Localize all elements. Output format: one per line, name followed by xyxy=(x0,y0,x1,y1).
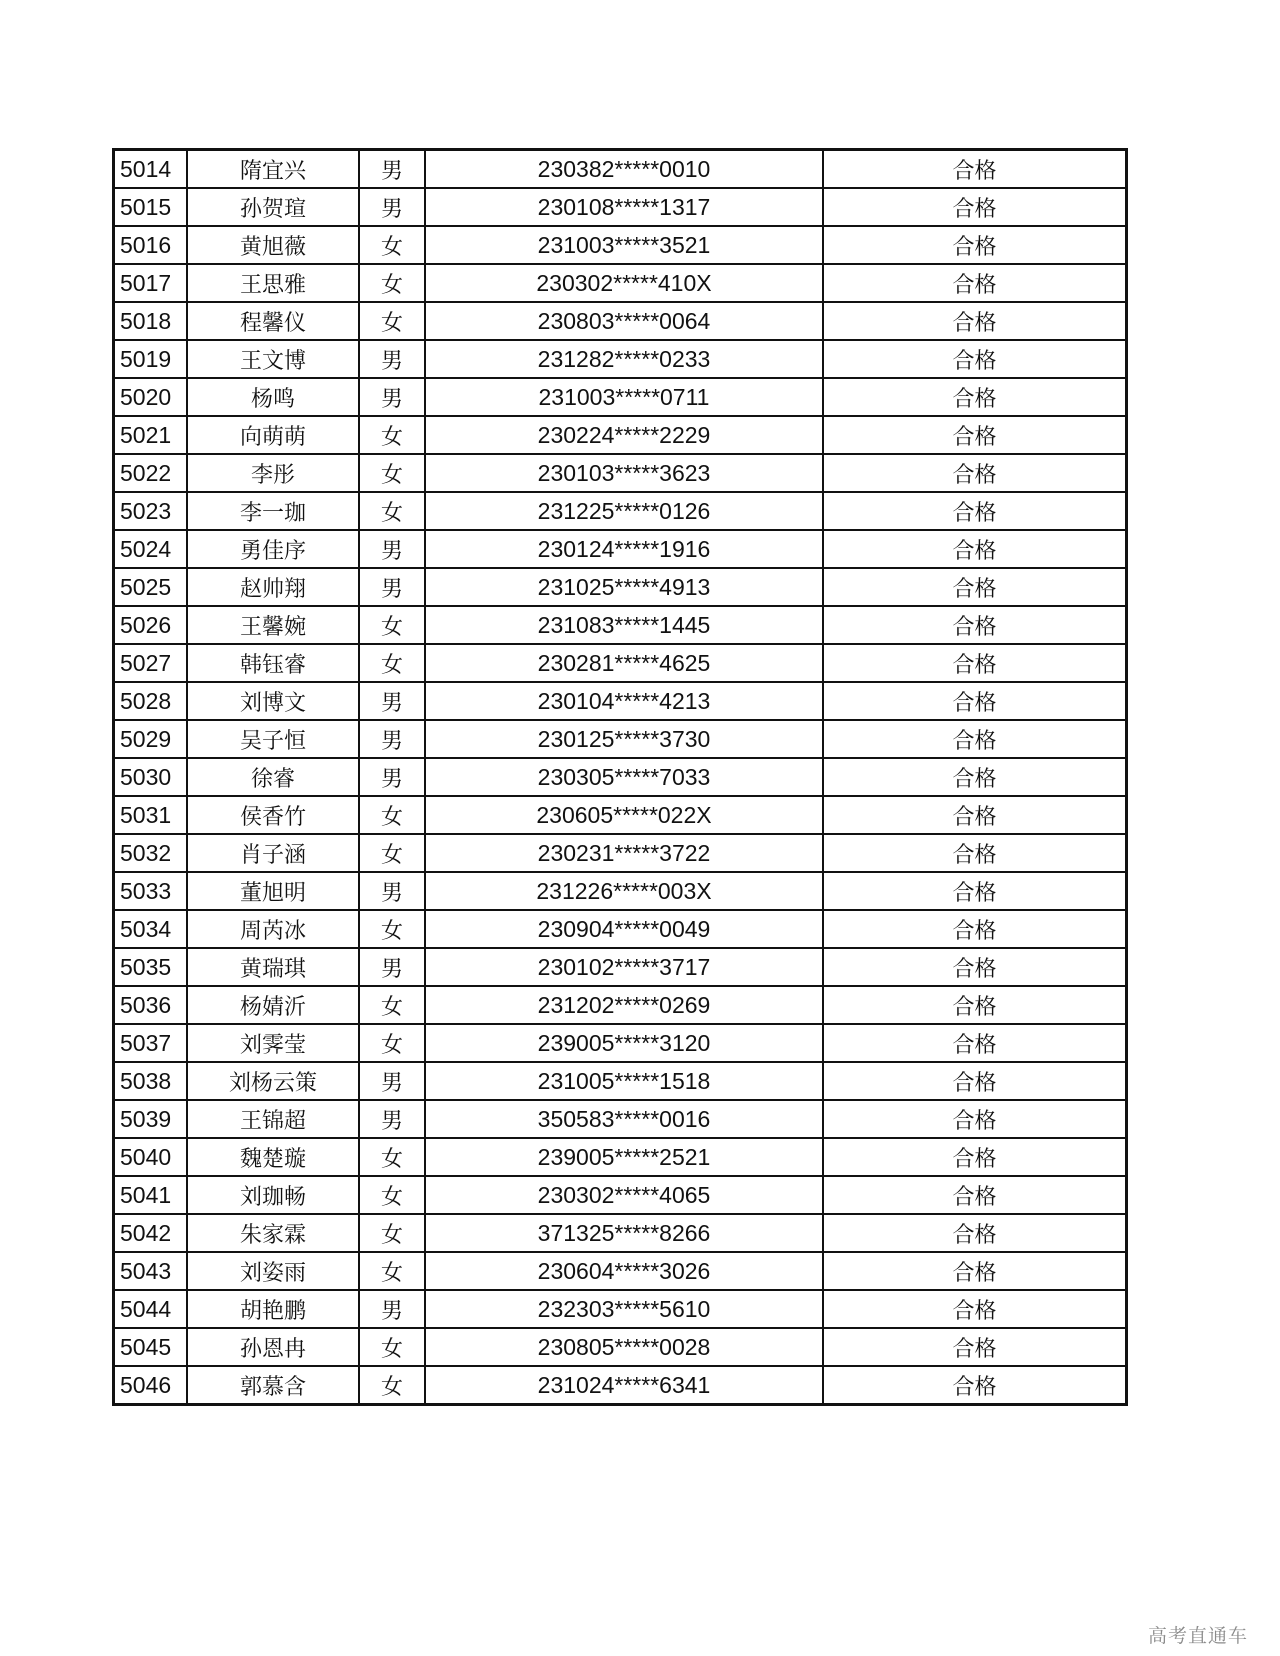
name-cell: 朱家霖 xyxy=(187,1214,359,1252)
gender-cell: 女 xyxy=(359,1328,425,1366)
gender-cell: 男 xyxy=(359,188,425,226)
id-number-cell: 239005*****3120 xyxy=(425,1024,823,1062)
table-row xyxy=(114,986,1127,1024)
gender-cell: 女 xyxy=(359,454,425,492)
table-row xyxy=(114,1214,1127,1252)
serial-number-cell: 5021 xyxy=(114,416,188,454)
id-number-cell: 230604*****3026 xyxy=(425,1252,823,1290)
serial-number-cell: 5023 xyxy=(114,492,188,530)
result-cell: 合格 xyxy=(823,340,1127,378)
result-cell: 合格 xyxy=(823,416,1127,454)
id-number-cell: 231225*****0126 xyxy=(425,492,823,530)
table-row xyxy=(114,606,1127,644)
result-cell: 合格 xyxy=(823,948,1127,986)
roster-table xyxy=(112,148,1128,1406)
gender-cell: 男 xyxy=(359,530,425,568)
id-number-cell: 231003*****3521 xyxy=(425,226,823,264)
name-cell: 刘珈畅 xyxy=(187,1176,359,1214)
serial-number-cell: 5026 xyxy=(114,606,188,644)
id-number-cell: 230231*****3722 xyxy=(425,834,823,872)
result-cell: 合格 xyxy=(823,910,1127,948)
id-number-cell: 231282*****0233 xyxy=(425,340,823,378)
serial-number-cell: 5029 xyxy=(114,720,188,758)
table-row xyxy=(114,644,1127,682)
gender-cell: 女 xyxy=(359,1214,425,1252)
id-number-cell: 231202*****0269 xyxy=(425,986,823,1024)
serial-number-cell: 5041 xyxy=(114,1176,188,1214)
gender-cell: 女 xyxy=(359,302,425,340)
watermark: 高考直通车 xyxy=(1147,1625,1248,1647)
name-cell: 刘杨云策 xyxy=(187,1062,359,1100)
serial-number-cell: 5016 xyxy=(114,226,188,264)
id-number-cell: 239005*****2521 xyxy=(425,1138,823,1176)
name-cell: 孙恩冉 xyxy=(187,1328,359,1366)
name-cell: 韩钰睿 xyxy=(187,644,359,682)
table-row xyxy=(114,682,1127,720)
gender-cell: 女 xyxy=(359,910,425,948)
table-row xyxy=(114,720,1127,758)
gender-cell: 男 xyxy=(359,150,425,189)
result-cell: 合格 xyxy=(823,454,1127,492)
id-number-cell: 230102*****3717 xyxy=(425,948,823,986)
name-cell: 郭慕含 xyxy=(187,1366,359,1405)
table-row xyxy=(114,340,1127,378)
gender-cell: 女 xyxy=(359,606,425,644)
table-row xyxy=(114,150,1127,189)
result-cell: 合格 xyxy=(823,872,1127,910)
result-cell: 合格 xyxy=(823,1214,1127,1252)
serial-number-cell: 5036 xyxy=(114,986,188,1024)
table-row xyxy=(114,1290,1127,1328)
serial-number-cell: 5030 xyxy=(114,758,188,796)
id-number-cell: 232303*****5610 xyxy=(425,1290,823,1328)
table-row xyxy=(114,302,1127,340)
gender-cell: 男 xyxy=(359,1290,425,1328)
gender-cell: 女 xyxy=(359,1176,425,1214)
table-row xyxy=(114,492,1127,530)
gender-cell: 女 xyxy=(359,492,425,530)
id-number-cell: 230224*****2229 xyxy=(425,416,823,454)
table-row xyxy=(114,872,1127,910)
table-row xyxy=(114,1252,1127,1290)
id-number-cell: 230605*****022X xyxy=(425,796,823,834)
id-number-cell: 230305*****7033 xyxy=(425,758,823,796)
gender-cell: 男 xyxy=(359,1100,425,1138)
table-row xyxy=(114,1176,1127,1214)
serial-number-cell: 5019 xyxy=(114,340,188,378)
id-number-cell: 371325*****8266 xyxy=(425,1214,823,1252)
name-cell: 董旭明 xyxy=(187,872,359,910)
name-cell: 李一珈 xyxy=(187,492,359,530)
name-cell: 徐睿 xyxy=(187,758,359,796)
serial-number-cell: 5028 xyxy=(114,682,188,720)
table-row xyxy=(114,264,1127,302)
id-number-cell: 231024*****6341 xyxy=(425,1366,823,1405)
serial-number-cell: 5035 xyxy=(114,948,188,986)
result-cell: 合格 xyxy=(823,720,1127,758)
serial-number-cell: 5015 xyxy=(114,188,188,226)
result-cell: 合格 xyxy=(823,1176,1127,1214)
name-cell: 周芮冰 xyxy=(187,910,359,948)
gender-cell: 女 xyxy=(359,1252,425,1290)
name-cell: 吴子恒 xyxy=(187,720,359,758)
result-cell: 合格 xyxy=(823,378,1127,416)
serial-number-cell: 5034 xyxy=(114,910,188,948)
gender-cell: 男 xyxy=(359,948,425,986)
id-number-cell: 230125*****3730 xyxy=(425,720,823,758)
name-cell: 侯香竹 xyxy=(187,796,359,834)
table-row xyxy=(114,416,1127,454)
result-cell: 合格 xyxy=(823,226,1127,264)
name-cell: 黄瑞琪 xyxy=(187,948,359,986)
table-row xyxy=(114,758,1127,796)
table-row xyxy=(114,1328,1127,1366)
id-number-cell: 230281*****4625 xyxy=(425,644,823,682)
serial-number-cell: 5045 xyxy=(114,1328,188,1366)
serial-number-cell: 5033 xyxy=(114,872,188,910)
name-cell: 王思雅 xyxy=(187,264,359,302)
serial-number-cell: 5027 xyxy=(114,644,188,682)
gender-cell: 男 xyxy=(359,682,425,720)
table-row xyxy=(114,226,1127,264)
serial-number-cell: 5043 xyxy=(114,1252,188,1290)
gender-cell: 女 xyxy=(359,1138,425,1176)
name-cell: 刘霁莹 xyxy=(187,1024,359,1062)
name-cell: 赵帅翔 xyxy=(187,568,359,606)
id-number-cell: 230108*****1317 xyxy=(425,188,823,226)
serial-number-cell: 5044 xyxy=(114,1290,188,1328)
table-row xyxy=(114,1138,1127,1176)
serial-number-cell: 5031 xyxy=(114,796,188,834)
result-cell: 合格 xyxy=(823,1366,1127,1405)
serial-number-cell: 5046 xyxy=(114,1366,188,1405)
id-number-cell: 230382*****0010 xyxy=(425,150,823,189)
table-row xyxy=(114,796,1127,834)
gender-cell: 女 xyxy=(359,416,425,454)
gender-cell: 女 xyxy=(359,264,425,302)
result-cell: 合格 xyxy=(823,986,1127,1024)
id-number-cell: 230124*****1916 xyxy=(425,530,823,568)
name-cell: 勇佳序 xyxy=(187,530,359,568)
serial-number-cell: 5022 xyxy=(114,454,188,492)
name-cell: 程馨仪 xyxy=(187,302,359,340)
table-row xyxy=(114,188,1127,226)
name-cell: 杨婧沂 xyxy=(187,986,359,1024)
id-number-cell: 350583*****0016 xyxy=(425,1100,823,1138)
result-cell: 合格 xyxy=(823,796,1127,834)
serial-number-cell: 5040 xyxy=(114,1138,188,1176)
id-number-cell: 231226*****003X xyxy=(425,872,823,910)
name-cell: 王文博 xyxy=(187,340,359,378)
id-number-cell: 230302*****4065 xyxy=(425,1176,823,1214)
table-row xyxy=(114,910,1127,948)
table-row xyxy=(114,948,1127,986)
gender-cell: 男 xyxy=(359,568,425,606)
serial-number-cell: 5025 xyxy=(114,568,188,606)
name-cell: 李彤 xyxy=(187,454,359,492)
result-cell: 合格 xyxy=(823,188,1127,226)
serial-number-cell: 5037 xyxy=(114,1024,188,1062)
result-cell: 合格 xyxy=(823,150,1127,189)
id-number-cell: 230805*****0028 xyxy=(425,1328,823,1366)
table-row xyxy=(114,1062,1127,1100)
name-cell: 王锦超 xyxy=(187,1100,359,1138)
id-number-cell: 230104*****4213 xyxy=(425,682,823,720)
table-row xyxy=(114,1366,1127,1405)
serial-number-cell: 5038 xyxy=(114,1062,188,1100)
name-cell: 肖子涵 xyxy=(187,834,359,872)
gender-cell: 男 xyxy=(359,758,425,796)
result-cell: 合格 xyxy=(823,568,1127,606)
result-cell: 合格 xyxy=(823,682,1127,720)
result-cell: 合格 xyxy=(823,1062,1127,1100)
id-number-cell: 230302*****410X xyxy=(425,264,823,302)
roster-table-body xyxy=(114,150,1127,1405)
result-cell: 合格 xyxy=(823,264,1127,302)
gender-cell: 男 xyxy=(359,378,425,416)
gender-cell: 男 xyxy=(359,340,425,378)
result-cell: 合格 xyxy=(823,1252,1127,1290)
serial-number-cell: 5039 xyxy=(114,1100,188,1138)
name-cell: 杨鸣 xyxy=(187,378,359,416)
serial-number-cell: 5020 xyxy=(114,378,188,416)
serial-number-cell: 5018 xyxy=(114,302,188,340)
gender-cell: 男 xyxy=(359,872,425,910)
id-number-cell: 230103*****3623 xyxy=(425,454,823,492)
table-row xyxy=(114,568,1127,606)
gender-cell: 女 xyxy=(359,226,425,264)
result-cell: 合格 xyxy=(823,530,1127,568)
name-cell: 孙贺瑄 xyxy=(187,188,359,226)
gender-cell: 男 xyxy=(359,1062,425,1100)
gender-cell: 女 xyxy=(359,834,425,872)
name-cell: 胡艳鹏 xyxy=(187,1290,359,1328)
result-cell: 合格 xyxy=(823,302,1127,340)
result-cell: 合格 xyxy=(823,1328,1127,1366)
serial-number-cell: 5014 xyxy=(114,150,188,189)
table-row xyxy=(114,1024,1127,1062)
serial-number-cell: 5024 xyxy=(114,530,188,568)
id-number-cell: 231083*****1445 xyxy=(425,606,823,644)
name-cell: 向萌萌 xyxy=(187,416,359,454)
gender-cell: 女 xyxy=(359,1024,425,1062)
name-cell: 刘姿雨 xyxy=(187,1252,359,1290)
gender-cell: 女 xyxy=(359,1366,425,1405)
gender-cell: 男 xyxy=(359,720,425,758)
result-cell: 合格 xyxy=(823,758,1127,796)
result-cell: 合格 xyxy=(823,1290,1127,1328)
table-row xyxy=(114,378,1127,416)
id-number-cell: 230803*****0064 xyxy=(425,302,823,340)
gender-cell: 女 xyxy=(359,644,425,682)
result-cell: 合格 xyxy=(823,834,1127,872)
result-cell: 合格 xyxy=(823,644,1127,682)
serial-number-cell: 5017 xyxy=(114,264,188,302)
name-cell: 刘博文 xyxy=(187,682,359,720)
id-number-cell: 230904*****0049 xyxy=(425,910,823,948)
result-cell: 合格 xyxy=(823,1100,1127,1138)
name-cell: 王馨婉 xyxy=(187,606,359,644)
table-row xyxy=(114,454,1127,492)
id-number-cell: 231005*****1518 xyxy=(425,1062,823,1100)
name-cell: 黄旭薇 xyxy=(187,226,359,264)
result-cell: 合格 xyxy=(823,606,1127,644)
name-cell: 魏楚璇 xyxy=(187,1138,359,1176)
name-cell: 隋宜兴 xyxy=(187,150,359,189)
result-cell: 合格 xyxy=(823,1024,1127,1062)
id-number-cell: 231025*****4913 xyxy=(425,568,823,606)
table-row xyxy=(114,834,1127,872)
result-cell: 合格 xyxy=(823,492,1127,530)
table-row xyxy=(114,530,1127,568)
id-number-cell: 231003*****0711 xyxy=(425,378,823,416)
result-cell: 合格 xyxy=(823,1138,1127,1176)
serial-number-cell: 5042 xyxy=(114,1214,188,1252)
gender-cell: 女 xyxy=(359,796,425,834)
table-row xyxy=(114,1100,1127,1138)
gender-cell: 女 xyxy=(359,986,425,1024)
serial-number-cell: 5032 xyxy=(114,834,188,872)
